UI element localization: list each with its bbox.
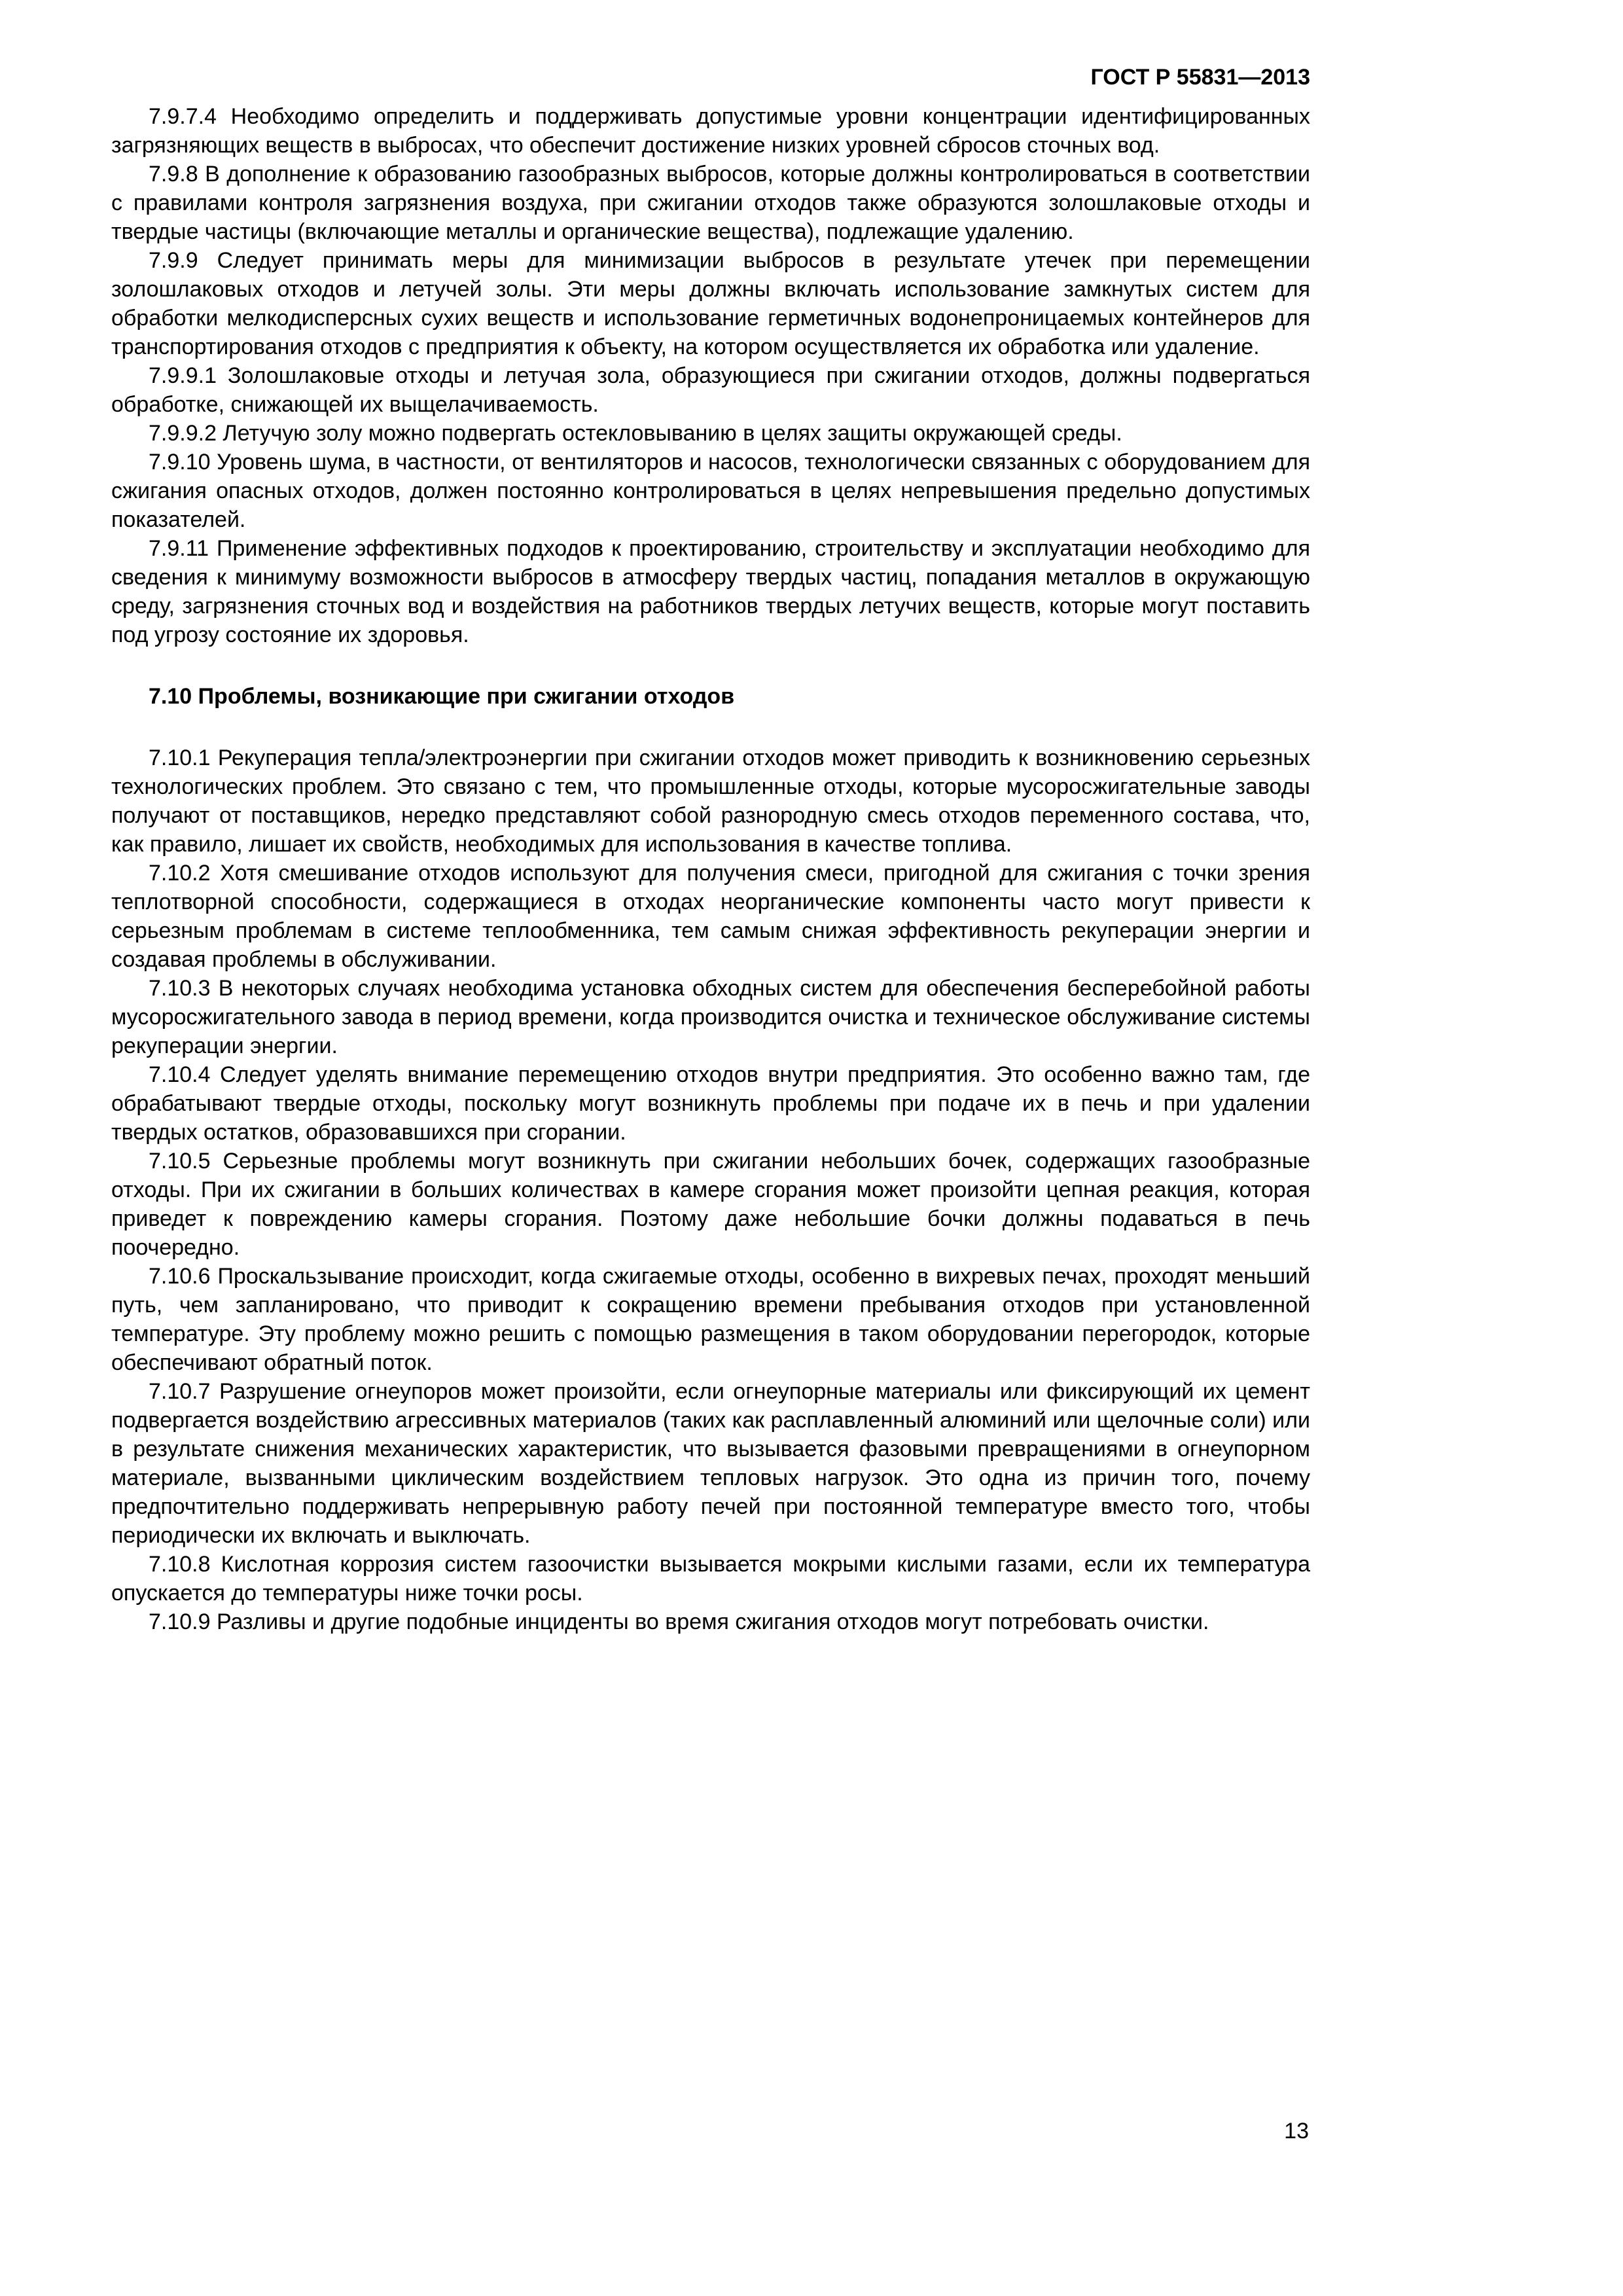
paragraphs-section-7-10 (111, 744, 1310, 1636)
paragraph: 7.10.6 Проскальзывание происходит, когда сжигаемые отходы, особенно в вихревых печах, проходят меньший путь, чем запланировано, что приводит к сокращению времени пребывания отходов при установленной температуре. Эту проблему можно решить с помощью размещения в таком оборудовании перегородок, которые обеспечивают обратный поток. (111, 1264, 1310, 1375)
document-content (111, 63, 1310, 1636)
paragraph: 7.9.10 Уровень шума, в частности, от вентиляторов и насосов, технологически связанных с оборудованием для сжигания опасных отходов, должен постоянно контролироваться в целях непревышения предельно допустимых показателей. (111, 450, 1310, 532)
paragraph: 7.10.9 Разливы и другие подобные инциденты во время сжигания отходов могут потребовать очистки. (149, 1609, 1209, 1634)
paragraph: 7.10.4 Следует уделять внимание перемещению отходов внутри предприятия. Это особенно важно там, где обрабатывают твердые отходы, поскольку могут возникнуть проблемы при подаче их в печь и при удалении твердых остатков, образовавшихся при сгорании. (111, 1062, 1310, 1145)
paragraph: 7.9.9.2 Летучую золу можно подвергать остекловыванию в целях защиты окружающей среды. (149, 421, 1122, 446)
doc-number: ГОСТ Р 55831—2013 (1090, 65, 1310, 90)
paragraph: 7.9.11 Применение эффективных подходов к проектированию, строительству и эксплуатации необходимо для сведения к минимуму возможности выбросов в атмосферу твердых частиц, попадания металлов в окружающую среду, загрязнения сточных вод и воздействия на работников твердых летучих веществ, которые могут поставить под угрозу состояние их здоровья. (111, 536, 1310, 647)
paragraph: 7.9.7.4 Необходимо определить и поддерживать допустимые уровни концентрации идентифицированных загрязняющих веществ в выбросах, что обеспечит достижение низких уровней сбросов сточных вод. (111, 104, 1310, 158)
paragraph: 7.10.1 Рекуперация тепла/электроэнергии при сжигании отходов может приводить к возникновению серьезных технологических проблем. Это связано с тем, что промышленные отходы, которые мусоросжигательные заводы получают от поставщиков, нередко представляют собой разнородную смесь отходов переменного состава, что, как правило, лишает их свойств, необходимых для использования в качестве топлива. (111, 745, 1310, 857)
page-number: 13 (1284, 2119, 1309, 2144)
paragraph: 7.10.8 Кислотная коррозия систем газоочистки вызывается мокрыми кислыми газами, если их температура опускается до температуры ниже точки росы. (111, 1552, 1310, 1605)
paragraph: 7.10.2 Хотя смешивание отходов используют для получения смеси, пригодной для сжигания с точки зрения теплотворной способности, содержащиеся в отходах неорганические компоненты часто могут привести к серьезным проблемам в системе теплообменника, тем самым снижая эффективность рекуперации энергии и создавая проблемы в обслуживании. (111, 861, 1310, 972)
section-heading-7-10: 7.10 Проблемы, возникающие при сжигании отходов (149, 684, 735, 709)
paragraph: 7.10.3 В некоторых случаях необходима установка обходных систем для обеспечения бесперебойной работы мусоросжигательного завода в период времени, когда производится очистка и техническое обслуживание системы рекуперации энергии. (111, 976, 1310, 1058)
paragraph: 7.10.7 Разрушение огнеупоров может произойти, если огнеупорные материалы или фиксирующий их цемент подвергается воздействию агрессивных материалов (таких как расплавленный алюминий или щелочные соли) или в результате снижения механических характеристик, что вызывается фазовыми превращениями в огнеупорном материале, вызванными циклическим воздействием тепловых нагрузок. Это одна из причин того, почему предпочтительно поддерживать непрерывную работу печей при постоянной температуре вместо того, чтобы периодически их включать и выключать. (111, 1379, 1310, 1548)
document-header (111, 63, 1310, 92)
paragraph: 7.10.5 Серьезные проблемы могут возникнуть при сжигании небольших бочек, содержащих газообразные отходы. При их сжигании в больших количествах в камере сгорания может произойти цепная реакция, которая приведет к повреждению камеры сгорания. Поэтому даже небольшие бочки должны подаваться в печь поочередно. (111, 1149, 1310, 1260)
paragraph: 7.9.8 В дополнение к образованию газообразных выбросов, которые должны контролироваться в соответствии с правилами контроля загрязнения воздуха, при сжигании отходов также образуются золошлаковые отходы и твердые частицы (включающие металлы и органические вещества), подлежащие удалению. (111, 162, 1310, 244)
paragraphs-section-7-9 (111, 102, 1310, 649)
paragraph: 7.9.9.1 Золошлаковые отходы и летучая зола, образующиеся при сжигании отходов, должны подвергаться обработке, снижающей их выщелачиваемость. (111, 363, 1310, 417)
paragraph: 7.9.9 Следует принимать меры для минимизации выбросов в результате утечек при перемещении золошлаковых отходов и летучей золы. Эти меры должны включать использование замкнутых систем для обработки мелкодисперсных сухих веществ и использование герметичных водонепроницаемых контейнеров для транспортирования отходов с предприятия к объекту, на котором осуществляется их обработка или удаление. (111, 248, 1310, 359)
